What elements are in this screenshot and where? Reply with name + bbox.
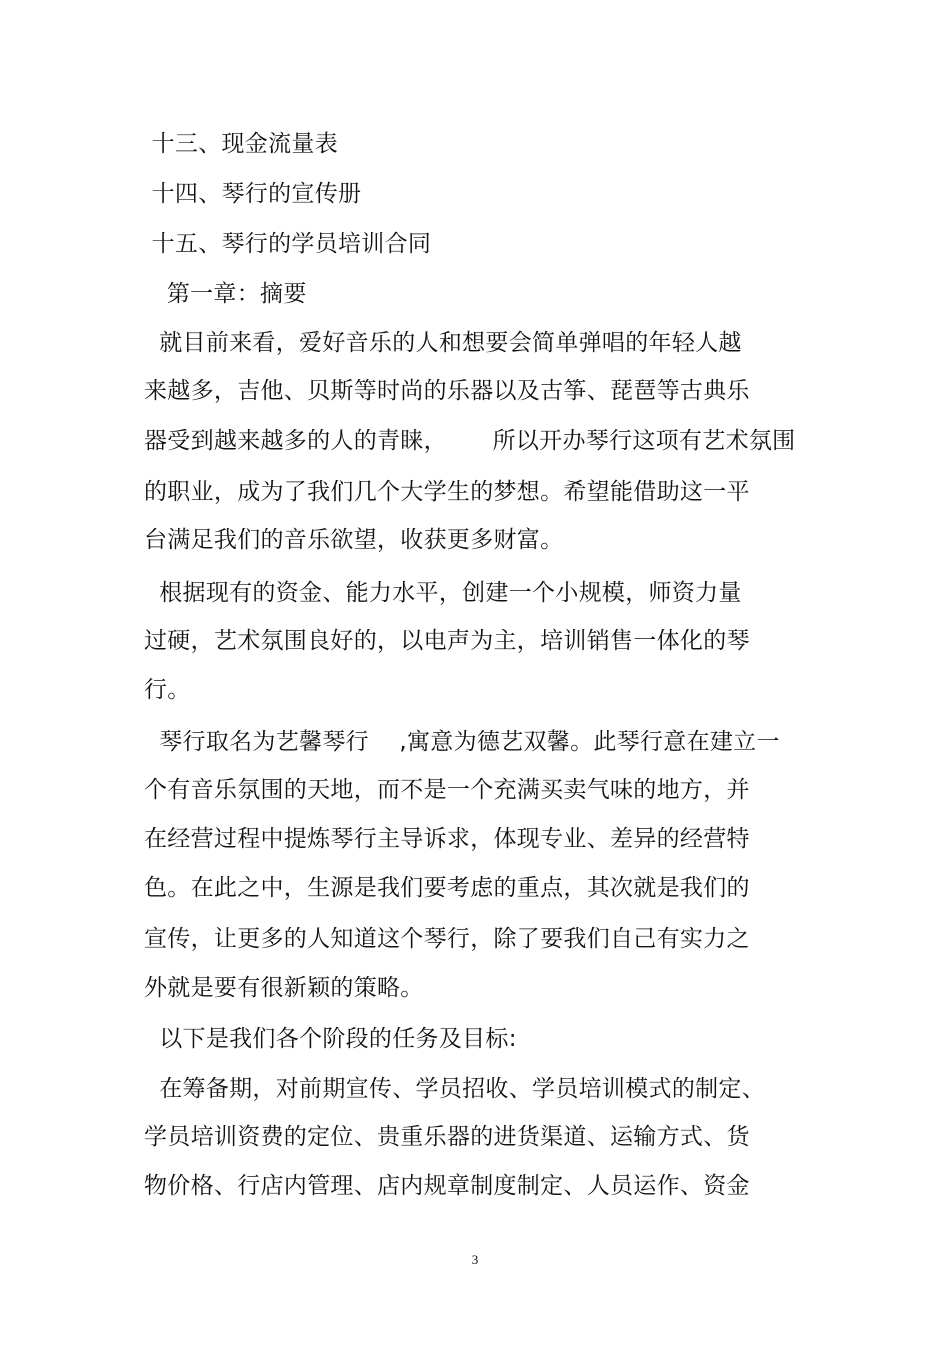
text-line: 器受到越来越多的人的青睐， 所以开办琴行这项有艺术氛围 <box>144 428 796 454</box>
text-line: 物价格、行店内管理、店内规章制度制定、人员运作、资金 <box>144 1173 750 1199</box>
page-number: 3 <box>471 1252 479 1267</box>
text-line: 色。在此之中，生源是我们要考虑的重点，其次就是我们的 <box>144 875 750 901</box>
text-line: 来越多，吉他、贝斯等时尚的乐器以及古筝、琵琶等古典乐 <box>144 378 750 404</box>
chapter-heading: 第一章：摘要 <box>144 281 307 307</box>
text-line: 过硬，艺术氛围良好的，以电声为主，培训销售一体化的琴 <box>144 628 750 654</box>
text-line: 外就是要有很新颖的策略。 <box>144 975 424 1001</box>
text-line: 在筹备期，对前期宣传、学员招收、学员培训模式的制定、 <box>144 1076 766 1102</box>
text-line: 宣传，让更多的人知道这个琴行，除了要我们自己有实力之 <box>144 926 750 952</box>
text-line: 个有音乐氛围的天地，而不是一个充满买卖气味的地方，并 <box>144 777 750 803</box>
text-line: 以下是我们各个阶段的任务及目标: <box>144 1026 517 1052</box>
text-line: 十四、琴行的宣传册 <box>144 181 362 207</box>
text-line: 学员培训资费的定位、贵重乐器的进货渠道、运输方式、货 <box>144 1124 750 1150</box>
text-line: 就目前来看，爱好音乐的人和想要会简单弹唱的年轻人越 <box>144 330 742 356</box>
text-line: 十三、现金流量表 <box>144 131 339 157</box>
text-line: 根据现有的资金、能力水平，创建一个小规模，师资力量 <box>144 580 742 606</box>
text-line: 台满足我们的音乐欲望，收获更多财富。 <box>144 527 564 553</box>
text-line: 在经营过程中提炼琴行主导诉求，体现专业、差异的经营特 <box>144 826 750 852</box>
text-line: 十五、琴行的学员培训合同 <box>144 231 432 257</box>
text-line: 行。 <box>144 677 191 703</box>
text-line: 的职业，成为了我们几个大学生的梦想。希望能借助这一平 <box>144 479 750 505</box>
text-line: 琴行取名为艺馨琴行 ,寓意为德艺双馨。此琴行意在建立一 <box>144 729 780 755</box>
